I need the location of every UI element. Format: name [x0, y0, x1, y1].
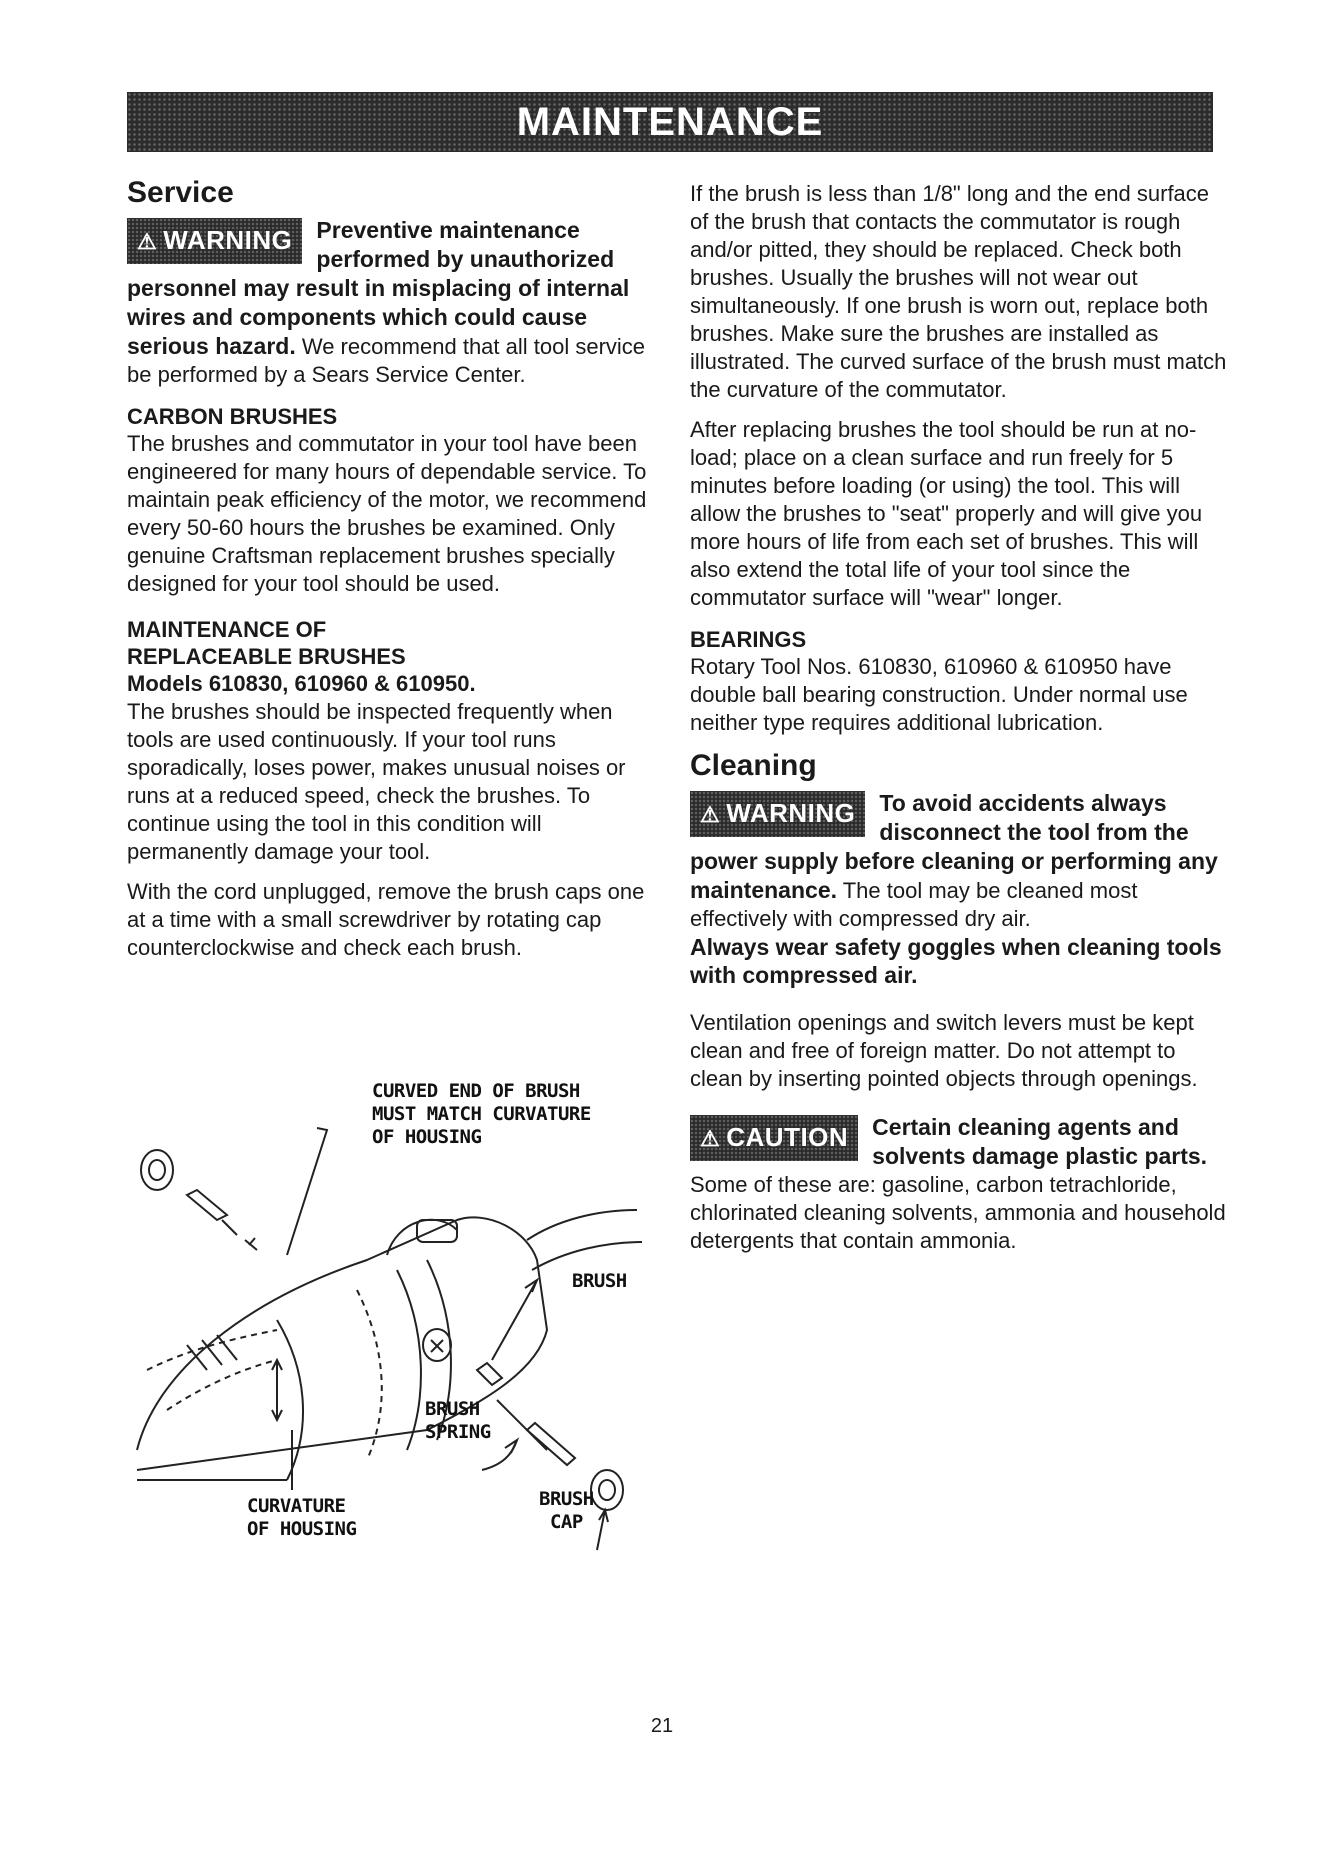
service-title: Service — [127, 176, 234, 209]
caution-rest-text: Some of these are: gasoline, carbon tetrachloride, chlorinated cleaning solvents, ammonia and household detergents that contain ammonia. — [690, 1172, 1226, 1253]
carbon-brushes-text: The brushes and commutator in your tool have been engineered for many hours of dependable service. To maintain peak efficiency of the motor, we recommend every 50-60 hours the brushes be examined. Only genuine Craftsman replacement brushes specially designed for your tool should be used. — [127, 431, 647, 596]
left-column — [127, 176, 657, 974]
cleaning-warning — [690, 789, 1230, 989]
cleaning-title: Cleaning — [690, 749, 817, 782]
cleaning-lead-text: To avoid accidents always disconnect the tool from the power supply before cleaning or performing any maintenance. — [690, 790, 1218, 903]
after-replacing-text: After replacing brushes the tool should be run at no-load; place on a clean surface and run freely for 5 minutes before loading (or using) the tool. This will allow the brushes to "seat" properly and will give you more hours of life from each set of brushes. This will also extend the total life of your tool since the commutator surface will "wear" longer. — [690, 417, 1203, 610]
right-column — [690, 180, 1230, 1267]
ventilation-text: Ventilation openings and switch levers must be kept clean and free of foreign matter. Do not attempt to clean by inserting pointed objects through openings. — [690, 1010, 1198, 1091]
brush-diagram — [127, 1070, 667, 1570]
bearings-text: Rotary Tool Nos. 610830, 610960 & 610950 have double ball bearing construction. Under normal use neither type requires additional lubrication. — [690, 654, 1188, 735]
models-line: Models 610830, 610960 & 610950. — [127, 671, 476, 696]
page-number: 21 — [650, 1715, 674, 1737]
label-curvature: CURVATURE OF HOUSING — [247, 1495, 357, 1540]
warning-badge — [127, 218, 302, 264]
warning-triangle-icon: ⚠ — [700, 802, 721, 827]
label-brush-cap: BRUSH CAP — [539, 1488, 594, 1533]
cord-text: With the cord unplugged, remove the brush caps one at a time with a small screwdriver by rotating cap counterclockwise and check each brush. — [127, 879, 645, 960]
label-brush-spring: BRUSH SPRING — [425, 1398, 491, 1443]
caution-block — [690, 1113, 1230, 1255]
replaceable-brushes-title: REPLACEABLE BRUSHES — [127, 644, 406, 669]
warning-label: WARNING — [163, 225, 293, 255]
warning-lead-text: Preventive maintenance performed by unauthorized personnel may result in misplacing of internal wires and components which could cause serious hazard. — [127, 217, 630, 359]
caution-label: CAUTION — [726, 1122, 849, 1152]
caution-lead-text: Certain cleaning agents and solvents damage plastic parts. — [872, 1114, 1208, 1169]
warning-triangle-icon: ⚠ — [137, 229, 158, 254]
caution-badge — [690, 1115, 858, 1161]
label-curved-end: CURVED END OF BRUSH MUST MATCH CURVATURE OF HOUSING — [372, 1080, 591, 1148]
bearings-title: BEARINGS — [690, 627, 807, 652]
cleaning-rest-text: The tool may be cleaned most effectively with compressed dry air. — [690, 878, 1138, 931]
section-banner — [127, 92, 1213, 152]
goggles-text: Always wear safety goggles when cleaning tools with compressed air. — [690, 934, 1222, 988]
caution-triangle-icon: ⚠ — [700, 1126, 721, 1151]
page-title: MAINTENANCE — [516, 99, 824, 144]
label-brush: BRUSH — [572, 1270, 627, 1292]
warning-badge — [690, 791, 865, 837]
carbon-brushes-title: CARBON BRUSHES — [127, 404, 338, 429]
maintenance-text: The brushes should be inspected frequently when tools are used continuously. If your tool runs sporadically, loses power, makes unusual noises or runs at a reduced speed, check the brushes. To continue using the tool in this condition will permanently damage your tool. — [127, 699, 626, 864]
maintenance-of-title: MAINTENANCE OF — [127, 617, 327, 642]
brush-replace-text: If the brush is less than 1/8" long and the end surface of the brush that contacts the commutator is rough and/or pitted, they should be replaced. Check both brushes. Usually the brushes will not wear out simultaneously. If one brush is worn out, replace both brushes. Make sure the brushes are installed as illustrated. The curved surface of the brush must match the curvature of the commutator. — [690, 181, 1227, 402]
warning-label: WARNING — [726, 798, 856, 828]
warning-rest-text: We recommend that all tool service be performed by a Sears Service Center. — [127, 334, 646, 387]
service-warning — [127, 216, 657, 389]
